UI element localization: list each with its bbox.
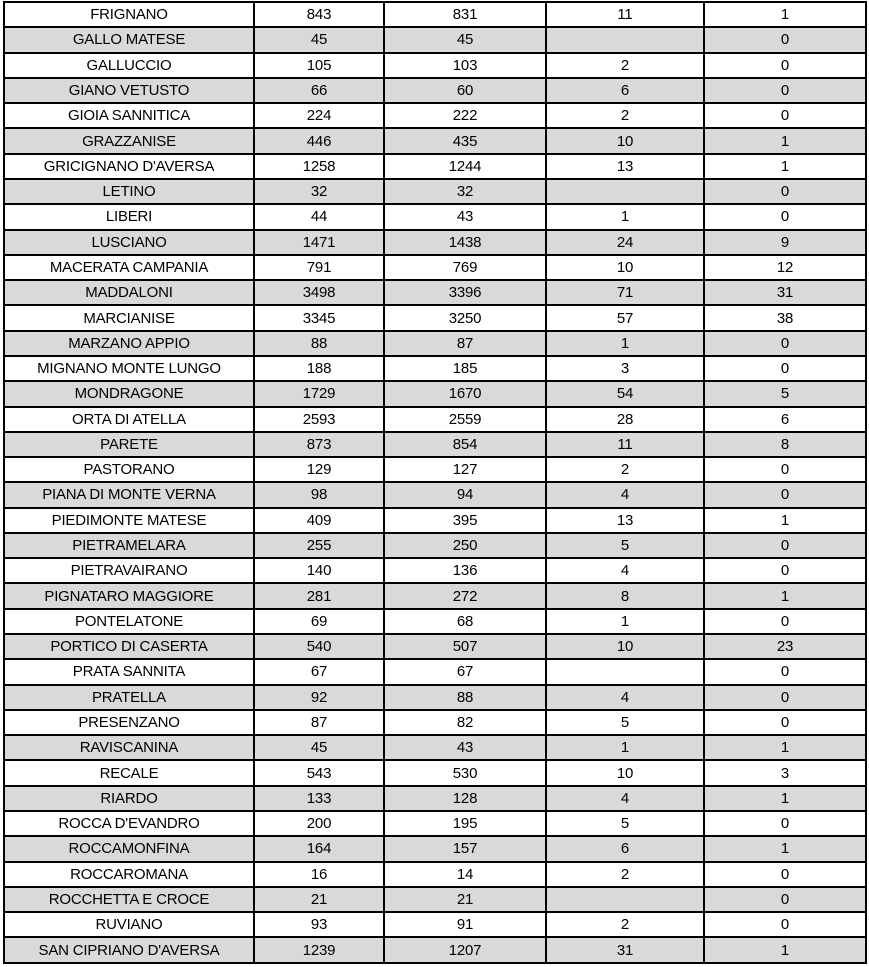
value-cell: 0: [704, 482, 866, 507]
value-cell: 0: [704, 27, 866, 52]
municipality-cell: MADDALONI: [4, 280, 254, 305]
value-cell: 45: [384, 27, 546, 52]
value-cell: 45: [254, 27, 384, 52]
municipality-cell: PONTELATONE: [4, 609, 254, 634]
value-cell: 127: [384, 457, 546, 482]
value-cell: 2559: [384, 407, 546, 432]
value-cell: 9: [704, 230, 866, 255]
value-cell: 3498: [254, 280, 384, 305]
value-cell: 200: [254, 811, 384, 836]
municipality-cell: PASTORANO: [4, 457, 254, 482]
table-row: [4, 558, 866, 583]
table-row: [4, 508, 866, 533]
value-cell: 44: [254, 204, 384, 229]
value-cell: 87: [254, 710, 384, 735]
table-row: [4, 659, 866, 684]
value-cell: 854: [384, 432, 546, 457]
municipality-cell: RECALE: [4, 760, 254, 785]
value-cell: 57: [546, 305, 704, 330]
value-cell: 1: [704, 2, 866, 27]
value-cell: 31: [546, 937, 704, 963]
value-cell: 2: [546, 862, 704, 887]
value-cell: 1729: [254, 381, 384, 406]
table-row: [4, 887, 866, 912]
value-cell: 67: [384, 659, 546, 684]
table-row: [4, 381, 866, 406]
value-cell: 67: [254, 659, 384, 684]
table-row: [4, 533, 866, 558]
value-cell: [546, 659, 704, 684]
value-cell: 0: [704, 862, 866, 887]
value-cell: 13: [546, 154, 704, 179]
value-cell: 2: [546, 103, 704, 128]
municipality-cell: PRATA SANNITA: [4, 659, 254, 684]
value-cell: 4: [546, 685, 704, 710]
table-row: [4, 432, 866, 457]
municipality-cell: PIANA DI MONTE VERNA: [4, 482, 254, 507]
value-cell: 82: [384, 710, 546, 735]
value-cell: 5: [546, 533, 704, 558]
value-cell: [546, 179, 704, 204]
value-cell: 16: [254, 862, 384, 887]
value-cell: 6: [546, 836, 704, 861]
value-cell: 224: [254, 103, 384, 128]
value-cell: 831: [384, 2, 546, 27]
table-row: [4, 862, 866, 887]
value-cell: 185: [384, 356, 546, 381]
table-row: [4, 154, 866, 179]
value-cell: 164: [254, 836, 384, 861]
value-cell: 250: [384, 533, 546, 558]
value-cell: 92: [254, 685, 384, 710]
value-cell: 3396: [384, 280, 546, 305]
value-cell: 21: [384, 887, 546, 912]
value-cell: 38: [704, 305, 866, 330]
value-cell: 60: [384, 78, 546, 103]
value-cell: 1: [704, 154, 866, 179]
table-row: [4, 103, 866, 128]
value-cell: 3: [546, 356, 704, 381]
value-cell: 188: [254, 356, 384, 381]
value-cell: 0: [704, 533, 866, 558]
value-cell: 88: [384, 685, 546, 710]
table-row: [4, 2, 866, 27]
value-cell: 409: [254, 508, 384, 533]
value-cell: 1: [704, 128, 866, 153]
value-cell: 11: [546, 432, 704, 457]
value-cell: 4: [546, 558, 704, 583]
value-cell: 446: [254, 128, 384, 153]
value-cell: 93: [254, 912, 384, 937]
value-cell: 2: [546, 457, 704, 482]
value-cell: 222: [384, 103, 546, 128]
value-cell: 28: [546, 407, 704, 432]
table-row: [4, 609, 866, 634]
value-cell: 14: [384, 862, 546, 887]
value-cell: 12: [704, 255, 866, 280]
value-cell: 1244: [384, 154, 546, 179]
value-cell: 1438: [384, 230, 546, 255]
table-row: [4, 407, 866, 432]
municipality-cell: LIBERI: [4, 204, 254, 229]
municipality-cell: GALLO MATESE: [4, 27, 254, 52]
table-row: [4, 482, 866, 507]
value-cell: 3: [704, 760, 866, 785]
table-row: [4, 710, 866, 735]
municipality-cell: LETINO: [4, 179, 254, 204]
value-cell: 0: [704, 457, 866, 482]
value-cell: 1: [704, 735, 866, 760]
value-cell: 1207: [384, 937, 546, 963]
value-cell: 69: [254, 609, 384, 634]
value-cell: 87: [384, 331, 546, 356]
value-cell: 88: [254, 331, 384, 356]
value-cell: 71: [546, 280, 704, 305]
table-row: [4, 583, 866, 608]
value-cell: 1: [546, 735, 704, 760]
municipality-cell: GIANO VETUSTO: [4, 78, 254, 103]
value-cell: 1: [704, 508, 866, 533]
value-cell: 129: [254, 457, 384, 482]
value-cell: 1: [704, 786, 866, 811]
value-cell: 5: [546, 710, 704, 735]
table-row: [4, 356, 866, 381]
value-cell: 0: [704, 912, 866, 937]
municipality-cell: MARCIANISE: [4, 305, 254, 330]
municipality-cell: LUSCIANO: [4, 230, 254, 255]
table-row: [4, 128, 866, 153]
value-cell: 1: [704, 836, 866, 861]
municipality-cell: ROCCAMONFINA: [4, 836, 254, 861]
value-cell: 133: [254, 786, 384, 811]
value-cell: 281: [254, 583, 384, 608]
table-row: [4, 836, 866, 861]
value-cell: 4: [546, 786, 704, 811]
value-cell: [546, 27, 704, 52]
table-row: [4, 204, 866, 229]
value-cell: 140: [254, 558, 384, 583]
value-cell: 43: [384, 735, 546, 760]
table-row: [4, 78, 866, 103]
municipality-cell: RUVIANO: [4, 912, 254, 937]
municipality-table: [3, 1, 867, 964]
table-row: [4, 634, 866, 659]
municipality-cell: PRESENZANO: [4, 710, 254, 735]
value-cell: 128: [384, 786, 546, 811]
table-row: [4, 331, 866, 356]
value-cell: 103: [384, 53, 546, 78]
value-cell: 791: [254, 255, 384, 280]
value-cell: 0: [704, 609, 866, 634]
value-cell: 530: [384, 760, 546, 785]
value-cell: 0: [704, 103, 866, 128]
municipality-cell: GRAZZANISE: [4, 128, 254, 153]
value-cell: 543: [254, 760, 384, 785]
value-cell: 21: [254, 887, 384, 912]
value-cell: 45: [254, 735, 384, 760]
value-cell: 66: [254, 78, 384, 103]
value-cell: 157: [384, 836, 546, 861]
value-cell: 0: [704, 356, 866, 381]
value-cell: 769: [384, 255, 546, 280]
table-row: [4, 811, 866, 836]
value-cell: 2: [546, 912, 704, 937]
value-cell: 10: [546, 634, 704, 659]
value-cell: 23: [704, 634, 866, 659]
value-cell: 13: [546, 508, 704, 533]
municipality-table-body: [4, 2, 866, 963]
table-row: [4, 179, 866, 204]
value-cell: 3345: [254, 305, 384, 330]
value-cell: 1: [704, 937, 866, 963]
table-row: [4, 685, 866, 710]
value-cell: 68: [384, 609, 546, 634]
value-cell: 0: [704, 710, 866, 735]
municipality-cell: MACERATA CAMPANIA: [4, 255, 254, 280]
value-cell: 507: [384, 634, 546, 659]
municipality-cell: PARETE: [4, 432, 254, 457]
value-cell: 1258: [254, 154, 384, 179]
table-row: [4, 912, 866, 937]
value-cell: 0: [704, 53, 866, 78]
value-cell: 8: [704, 432, 866, 457]
municipality-cell: ROCCA D'EVANDRO: [4, 811, 254, 836]
table-row: [4, 27, 866, 52]
table-row: [4, 937, 866, 963]
value-cell: 105: [254, 53, 384, 78]
value-cell: 32: [254, 179, 384, 204]
value-cell: 1670: [384, 381, 546, 406]
municipality-cell: PIETRAMELARA: [4, 533, 254, 558]
value-cell: 1: [704, 583, 866, 608]
value-cell: 395: [384, 508, 546, 533]
value-cell: 0: [704, 78, 866, 103]
value-cell: 1: [546, 331, 704, 356]
municipality-cell: PIGNATARO MAGGIORE: [4, 583, 254, 608]
value-cell: 1471: [254, 230, 384, 255]
value-cell: 272: [384, 583, 546, 608]
value-cell: 843: [254, 2, 384, 27]
value-cell: 3250: [384, 305, 546, 330]
value-cell: 0: [704, 887, 866, 912]
value-cell: 0: [704, 659, 866, 684]
value-cell: 31: [704, 280, 866, 305]
value-cell: 5: [546, 811, 704, 836]
municipality-cell: RAVISCANINA: [4, 735, 254, 760]
table-row: [4, 457, 866, 482]
value-cell: 10: [546, 128, 704, 153]
municipality-cell: PIEDIMONTE MATESE: [4, 508, 254, 533]
municipality-cell: GALLUCCIO: [4, 53, 254, 78]
value-cell: 136: [384, 558, 546, 583]
municipality-cell: MARZANO APPIO: [4, 331, 254, 356]
value-cell: 24: [546, 230, 704, 255]
value-cell: 6: [546, 78, 704, 103]
value-cell: 0: [704, 179, 866, 204]
municipality-cell: GIOIA SANNITICA: [4, 103, 254, 128]
value-cell: 6: [704, 407, 866, 432]
value-cell: 54: [546, 381, 704, 406]
table-row: [4, 230, 866, 255]
table-row: [4, 53, 866, 78]
municipality-cell: GRICIGNANO D'AVERSA: [4, 154, 254, 179]
value-cell: 10: [546, 255, 704, 280]
municipality-cell: SAN CIPRIANO D'AVERSA: [4, 937, 254, 963]
value-cell: 0: [704, 331, 866, 356]
value-cell: 10: [546, 760, 704, 785]
municipality-cell: RIARDO: [4, 786, 254, 811]
table-row: [4, 786, 866, 811]
municipality-cell: MONDRAGONE: [4, 381, 254, 406]
value-cell: 195: [384, 811, 546, 836]
value-cell: 2: [546, 53, 704, 78]
table-row: [4, 760, 866, 785]
value-cell: 4: [546, 482, 704, 507]
value-cell: 91: [384, 912, 546, 937]
value-cell: 0: [704, 204, 866, 229]
municipality-cell: FRIGNANO: [4, 2, 254, 27]
municipality-cell: PIETRAVAIRANO: [4, 558, 254, 583]
value-cell: 32: [384, 179, 546, 204]
value-cell: 1239: [254, 937, 384, 963]
table-row: [4, 305, 866, 330]
value-cell: 0: [704, 811, 866, 836]
municipality-cell: PRATELLA: [4, 685, 254, 710]
value-cell: 1: [546, 204, 704, 229]
value-cell: 43: [384, 204, 546, 229]
value-cell: 94: [384, 482, 546, 507]
municipality-cell: PORTICO DI CASERTA: [4, 634, 254, 659]
value-cell: 0: [704, 558, 866, 583]
value-cell: 5: [704, 381, 866, 406]
municipality-cell: ROCCHETTA E CROCE: [4, 887, 254, 912]
value-cell: 1: [546, 609, 704, 634]
table-row: [4, 735, 866, 760]
value-cell: 435: [384, 128, 546, 153]
value-cell: 11: [546, 2, 704, 27]
table-row: [4, 255, 866, 280]
municipality-cell: MIGNANO MONTE LUNGO: [4, 356, 254, 381]
value-cell: 0: [704, 685, 866, 710]
value-cell: 540: [254, 634, 384, 659]
value-cell: 98: [254, 482, 384, 507]
value-cell: 873: [254, 432, 384, 457]
value-cell: 255: [254, 533, 384, 558]
municipality-cell: ORTA DI ATELLA: [4, 407, 254, 432]
value-cell: [546, 887, 704, 912]
value-cell: 8: [546, 583, 704, 608]
municipality-cell: ROCCAROMANA: [4, 862, 254, 887]
table-row: [4, 280, 866, 305]
value-cell: 2593: [254, 407, 384, 432]
